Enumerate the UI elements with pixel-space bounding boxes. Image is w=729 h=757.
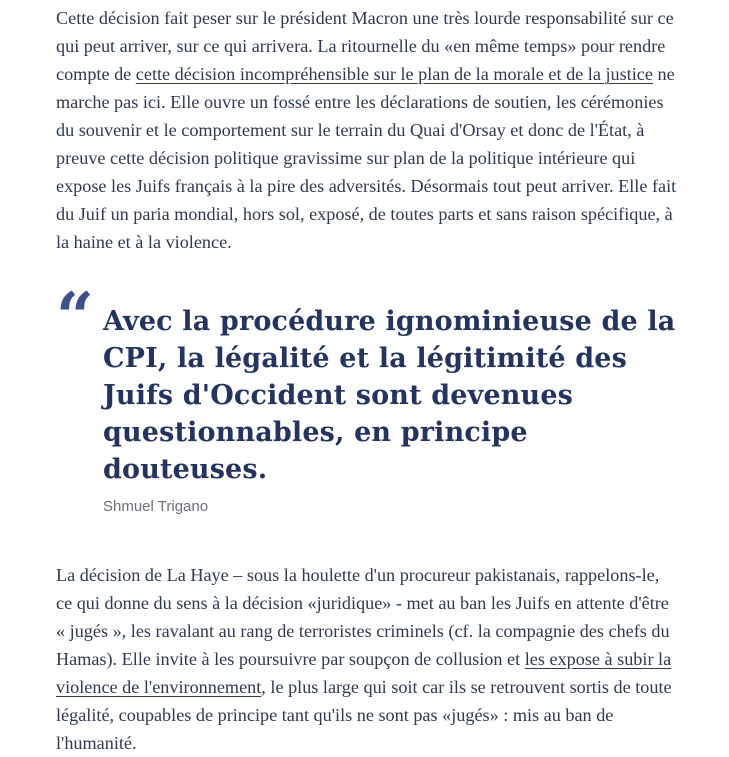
paragraph-2 — [56, 561, 678, 757]
pull-quote-author: Shmuel Trigano — [103, 498, 209, 515]
paragraph-1 — [56, 4, 678, 256]
paragraph-1-link[interactable]: cette décision incompréhensible sur le plan de la morale et de la justice — [135, 64, 653, 84]
paragraph-1-text-start: Cette décision fait peser sur le président Macron une très lourde responsabilité sur ce qui peut arriver, sur ce qui arrivera. La ritournelle du «en même temps» pour rendre compte de — [56, 8, 674, 84]
pull-quote — [56, 278, 678, 517]
quote-mark-icon: “ — [56, 278, 94, 356]
paragraph-2-text-start: La décision de La Haye – sous la houlette d'un procureur pakistanais, rappelons-le, ce qui donne du sens à la décision «juridique» - met au ban les Juifs en attente d'être « jugés », les ravalant au rang de terroristes criminels (cf. la compagnie des chefs du Hamas). Elle invite à les poursuivre par soupçon de collusion et — [56, 565, 670, 669]
paragraph-2-text-end: , le plus large qui soit car ils se retrouvent sortis de toute légalité, coupables de principe tant qu'ils ne sont pas «jugés» : mis au ban de l'humanité. — [56, 677, 672, 753]
paragraph-2-link[interactable]: les expose à subir la violence de l'environnement — [56, 649, 672, 697]
pull-quote-text: Avec la procédure ignominieuse de la CPI, la légalité et la légitimité des Juifs d'Occident sont devenues questionnables, en principe douteuses. — [103, 306, 676, 485]
paragraph-1-text-end: ne marche pas ici. Elle ouvre un fossé entre les déclarations de soutien, les cérémonies du souvenir et le comportement sur le terrain du Quai d'Orsay et donc de l'État, à preuve cette décision politique gravissime sur plan de la politique intérieure qui expose les Juifs français à la pire des adversités. Désormais tout peut arriver. Elle fait du Juif un paria mondial, hors sol, exposé, de toutes parts et sans raison spécifique, à la haine et à la violence. — [56, 64, 677, 252]
article-body — [56, 4, 678, 757]
